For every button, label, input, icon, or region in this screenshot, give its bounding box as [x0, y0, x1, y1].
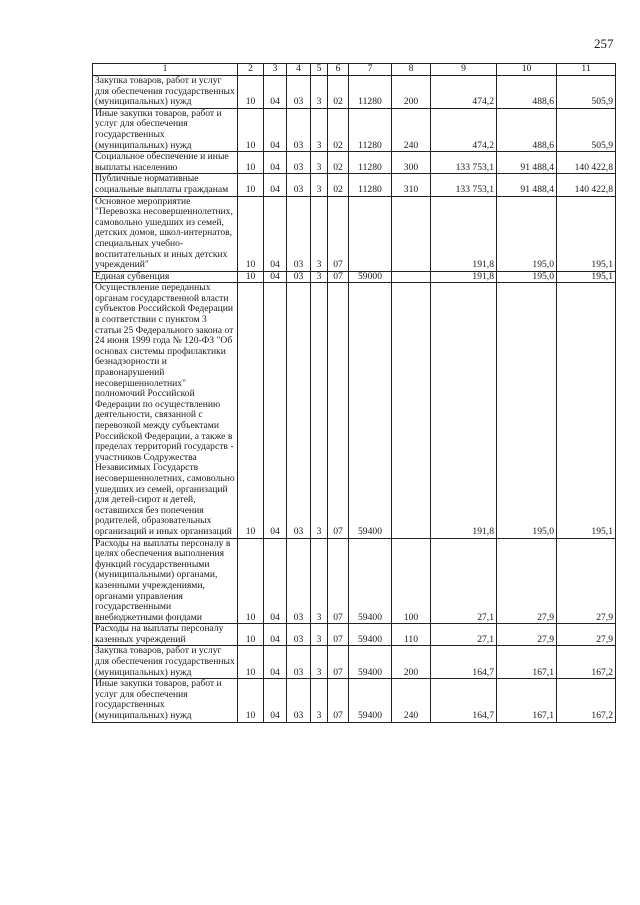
program-code-cell: 03 [287, 679, 311, 722]
amount-year-3-cell: 27,9 [557, 538, 616, 624]
event-code-cell: 07 [328, 196, 349, 271]
header-col-3: 3 [264, 64, 287, 76]
header-col-5: 5 [311, 64, 328, 76]
header-col-7: 7 [349, 64, 392, 76]
expense-type-code-cell: 300 [392, 152, 431, 174]
direction-code-cell: 11280 [349, 174, 392, 196]
expense-name-cell: Осуществление переданных органам государственной власти субъектов Российской Федерации в соответствии с пунктом 3 статьи 25 Федерального закона от 24 июня 1999 года № 120-ФЗ "Об основах системы профилактики безнадзорности и правонарушений несовершеннолетних" полномочий Российской Федерации по осуществлению деятельности, связанной с перевозкой между субъектами Российской Федерации, а также в пределах территорий государств - участников Содружества Независимых Государств несовершеннолетних, самовольно ушедших из семей, организаций для детей-сирот и детей, оставшихся без попечения родителей, образовательных организаций и иных организаций [93, 283, 238, 538]
direction-code-cell [349, 196, 392, 271]
amount-year-3-cell: 195,1 [557, 271, 616, 283]
amount-year-3-cell: 505,9 [557, 76, 616, 109]
program-code-cell: 03 [287, 76, 311, 109]
event-code-cell: 07 [328, 624, 349, 646]
section-code-cell: 10 [238, 152, 264, 174]
expense-type-code-cell: 310 [392, 174, 431, 196]
amount-year-3-cell: 167,2 [557, 679, 616, 722]
table-header-row [93, 64, 616, 76]
subprogram-code-cell: 3 [311, 679, 328, 722]
direction-code-cell: 59400 [349, 538, 392, 624]
program-code-cell: 03 [287, 196, 311, 271]
section-code-cell: 10 [238, 679, 264, 722]
subprogram-code-cell: 3 [311, 108, 328, 151]
amount-year-2-cell: 195,0 [497, 271, 557, 283]
expense-type-code-cell: 200 [392, 76, 431, 109]
event-code-cell: 07 [328, 679, 349, 722]
section-code-cell: 10 [238, 538, 264, 624]
amount-year-1-cell: 474,2 [431, 76, 497, 109]
subsection-code-cell: 04 [264, 538, 287, 624]
page-number: 257 [594, 36, 614, 51]
expense-name-cell: Иные закупки товаров, работ и услуг для обеспечения государственных (муниципальных) нужд [93, 679, 238, 722]
table-row [93, 271, 616, 283]
direction-code-cell: 11280 [349, 108, 392, 151]
event-code-cell: 02 [328, 152, 349, 174]
subsection-code-cell: 04 [264, 152, 287, 174]
program-code-cell: 03 [287, 271, 311, 283]
section-code-cell: 10 [238, 196, 264, 271]
section-code-cell: 10 [238, 174, 264, 196]
subprogram-code-cell: 3 [311, 538, 328, 624]
subprogram-code-cell: 3 [311, 152, 328, 174]
direction-code-cell: 59000 [349, 271, 392, 283]
program-code-cell: 03 [287, 152, 311, 174]
section-code-cell: 10 [238, 646, 264, 679]
header-col-4: 4 [287, 64, 311, 76]
amount-year-3-cell: 27,9 [557, 624, 616, 646]
header-col-10: 10 [497, 64, 557, 76]
direction-code-cell: 59400 [349, 283, 392, 538]
amount-year-2-cell: 488,6 [497, 108, 557, 151]
table-row [93, 196, 616, 271]
direction-code-cell: 59400 [349, 624, 392, 646]
amount-year-3-cell: 505,9 [557, 108, 616, 151]
expense-type-code-cell: 240 [392, 679, 431, 722]
table-row [93, 108, 616, 151]
amount-year-1-cell: 133 753,1 [431, 174, 497, 196]
budget-table [92, 63, 616, 723]
amount-year-1-cell: 191,8 [431, 196, 497, 271]
subprogram-code-cell: 3 [311, 174, 328, 196]
section-code-cell: 10 [238, 271, 264, 283]
table-row [93, 283, 616, 538]
expense-name-cell: Расходы на выплаты персоналу в целях обеспечения выполнения функций государственными (муниципальными) органами, казенными учреждениями, органами управления государственными внебюджетными фондами [93, 538, 238, 624]
header-col-6: 6 [328, 64, 349, 76]
amount-year-1-cell: 164,7 [431, 646, 497, 679]
subprogram-code-cell: 3 [311, 196, 328, 271]
subsection-code-cell: 04 [264, 283, 287, 538]
expense-name-cell: Основное мероприятие "Перевозка несовершеннолетних, самовольно ушедших из семей, детских домов, школ-интернатов, специальных учебно-воспитательных и иных детских учреждений" [93, 196, 238, 271]
amount-year-3-cell: 140 422,8 [557, 174, 616, 196]
subprogram-code-cell: 3 [311, 646, 328, 679]
subsection-code-cell: 04 [264, 679, 287, 722]
event-code-cell: 07 [328, 538, 349, 624]
program-code-cell: 03 [287, 174, 311, 196]
amount-year-3-cell: 195,1 [557, 196, 616, 271]
table-row [93, 152, 616, 174]
table-row [93, 76, 616, 109]
subprogram-code-cell: 3 [311, 283, 328, 538]
direction-code-cell: 59400 [349, 679, 392, 722]
subsection-code-cell: 04 [264, 108, 287, 151]
event-code-cell: 07 [328, 283, 349, 538]
subsection-code-cell: 04 [264, 271, 287, 283]
amount-year-2-cell: 167,1 [497, 679, 557, 722]
amount-year-1-cell: 474,2 [431, 108, 497, 151]
table-row [93, 624, 616, 646]
subprogram-code-cell: 3 [311, 624, 328, 646]
expense-type-code-cell: 110 [392, 624, 431, 646]
expense-name-cell: Закупка товаров, работ и услуг для обеспечения государственных (муниципальных) нужд [93, 646, 238, 679]
amount-year-1-cell: 164,7 [431, 679, 497, 722]
program-code-cell: 03 [287, 646, 311, 679]
amount-year-2-cell: 195,0 [497, 283, 557, 538]
header-col-8: 8 [392, 64, 431, 76]
subprogram-code-cell: 3 [311, 271, 328, 283]
expense-type-code-cell [392, 271, 431, 283]
expense-type-code-cell: 100 [392, 538, 431, 624]
amount-year-1-cell: 27,1 [431, 538, 497, 624]
event-code-cell: 02 [328, 108, 349, 151]
amount-year-2-cell: 488,6 [497, 76, 557, 109]
subsection-code-cell: 04 [264, 196, 287, 271]
subprogram-code-cell: 3 [311, 76, 328, 109]
expense-name-cell: Публичные нормативные социальные выплаты гражданам [93, 174, 238, 196]
expense-type-code-cell: 200 [392, 646, 431, 679]
amount-year-2-cell: 27,9 [497, 624, 557, 646]
amount-year-2-cell: 195,0 [497, 196, 557, 271]
header-col-2: 2 [238, 64, 264, 76]
event-code-cell: 07 [328, 646, 349, 679]
expense-name-cell: Единая субвенция [93, 271, 238, 283]
program-code-cell: 03 [287, 283, 311, 538]
program-code-cell: 03 [287, 108, 311, 151]
direction-code-cell: 11280 [349, 76, 392, 109]
amount-year-1-cell: 191,8 [431, 271, 497, 283]
event-code-cell: 02 [328, 76, 349, 109]
table-row [93, 679, 616, 722]
expense-name-cell: Расходы на выплаты персоналу казенных учреждений [93, 624, 238, 646]
subsection-code-cell: 04 [264, 646, 287, 679]
amount-year-1-cell: 133 753,1 [431, 152, 497, 174]
amount-year-3-cell: 140 422,8 [557, 152, 616, 174]
program-code-cell: 03 [287, 538, 311, 624]
header-col-11: 11 [557, 64, 616, 76]
subsection-code-cell: 04 [264, 76, 287, 109]
expense-name-cell: Социальное обеспечение и иные выплаты населению [93, 152, 238, 174]
table-row [93, 538, 616, 624]
amount-year-3-cell: 167,2 [557, 646, 616, 679]
section-code-cell: 10 [238, 624, 264, 646]
subsection-code-cell: 04 [264, 174, 287, 196]
amount-year-1-cell: 191,8 [431, 283, 497, 538]
amount-year-2-cell: 91 488,4 [497, 152, 557, 174]
table-row [93, 646, 616, 679]
section-code-cell: 10 [238, 76, 264, 109]
expense-type-code-cell [392, 196, 431, 271]
header-col-1: 1 [93, 64, 238, 76]
event-code-cell: 02 [328, 174, 349, 196]
section-code-cell: 10 [238, 108, 264, 151]
amount-year-1-cell: 27,1 [431, 624, 497, 646]
expense-name-cell: Закупка товаров, работ и услуг для обеспечения государственных (муниципальных) нужд [93, 76, 238, 109]
expense-type-code-cell [392, 283, 431, 538]
amount-year-2-cell: 91 488,4 [497, 174, 557, 196]
subsection-code-cell: 04 [264, 624, 287, 646]
direction-code-cell: 59400 [349, 646, 392, 679]
event-code-cell: 07 [328, 271, 349, 283]
expense-type-code-cell: 240 [392, 108, 431, 151]
expense-name-cell: Иные закупки товаров, работ и услуг для обеспечения государственных (муниципальных) нужд [93, 108, 238, 151]
amount-year-2-cell: 167,1 [497, 646, 557, 679]
table-body [93, 76, 616, 723]
section-code-cell: 10 [238, 283, 264, 538]
direction-code-cell: 11280 [349, 152, 392, 174]
table-row [93, 174, 616, 196]
amount-year-3-cell: 195,1 [557, 283, 616, 538]
program-code-cell: 03 [287, 624, 311, 646]
header-col-9: 9 [431, 64, 497, 76]
amount-year-2-cell: 27,9 [497, 538, 557, 624]
